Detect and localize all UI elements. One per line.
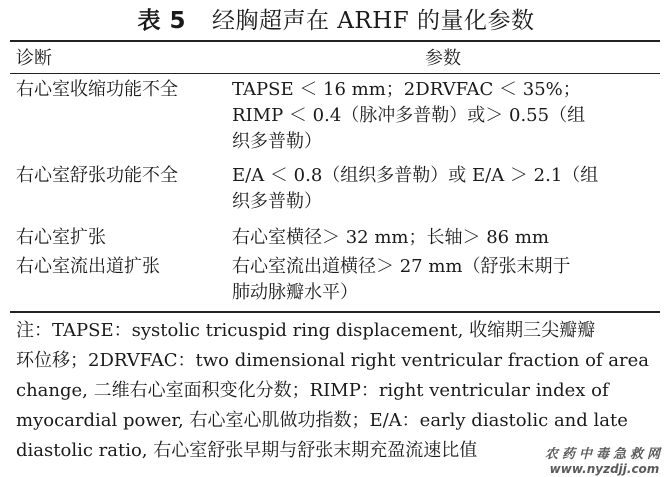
bottom-rule: [10, 311, 660, 313]
table-number: 表 5: [137, 8, 186, 34]
watermark-name: 农药中毒急救网: [544, 447, 664, 462]
table-title: [0, 6, 672, 36]
row-diagnosis: 右心室收缩功能不全: [16, 79, 178, 100]
table-title-text: 经胸超声在 ARHF 的量化参数: [211, 8, 535, 34]
row-parameters: 右心室流出道横径＞ 27 mm（舒张末期于 肺动脉瓣水平）: [232, 256, 571, 303]
row-parameters: TAPSE ＜ 16 mm；2DRVFAC ＜ 35%； RIMP ＜ 0.4（脉冲多普勒）或＞ 0.55（组 织多普勒）: [232, 79, 586, 152]
top-rule: [10, 40, 660, 42]
watermark: [545, 448, 664, 476]
row-parameters: E/A ＜ 0.8（组织多普勒）或 E/A ＞ 2.1（组 织多普勒）: [232, 165, 599, 212]
row-parameters: 右心室横径＞ 32 mm；长轴＞ 86 mm: [232, 227, 549, 248]
header-parameters: 参数: [425, 48, 461, 69]
watermark-url: www.nyzdjj.com: [549, 462, 660, 476]
header-diagnosis: 诊断: [16, 48, 52, 69]
table-footnote: 注：TAPSE：systolic tricuspid ring displacement, 收缩期三尖瓣瓣 环位移；2DRVFAC：two dimensional right ventricular fraction of area change, 二维右心室面积变化分数；RIMP：right ventricular index of myocardial power, 右心室心肌做功指数；E/A：early diastolic and late diastolic ratio, 右心室舒张早期与舒张末期充盈流速比值: [16, 320, 650, 461]
row-diagnosis: 右心室舒张功能不全: [16, 165, 178, 186]
header-rule: [10, 73, 660, 74]
row-diagnosis: 右心室流出道扩张: [16, 256, 160, 277]
row-diagnosis: 右心室扩张: [16, 227, 106, 248]
